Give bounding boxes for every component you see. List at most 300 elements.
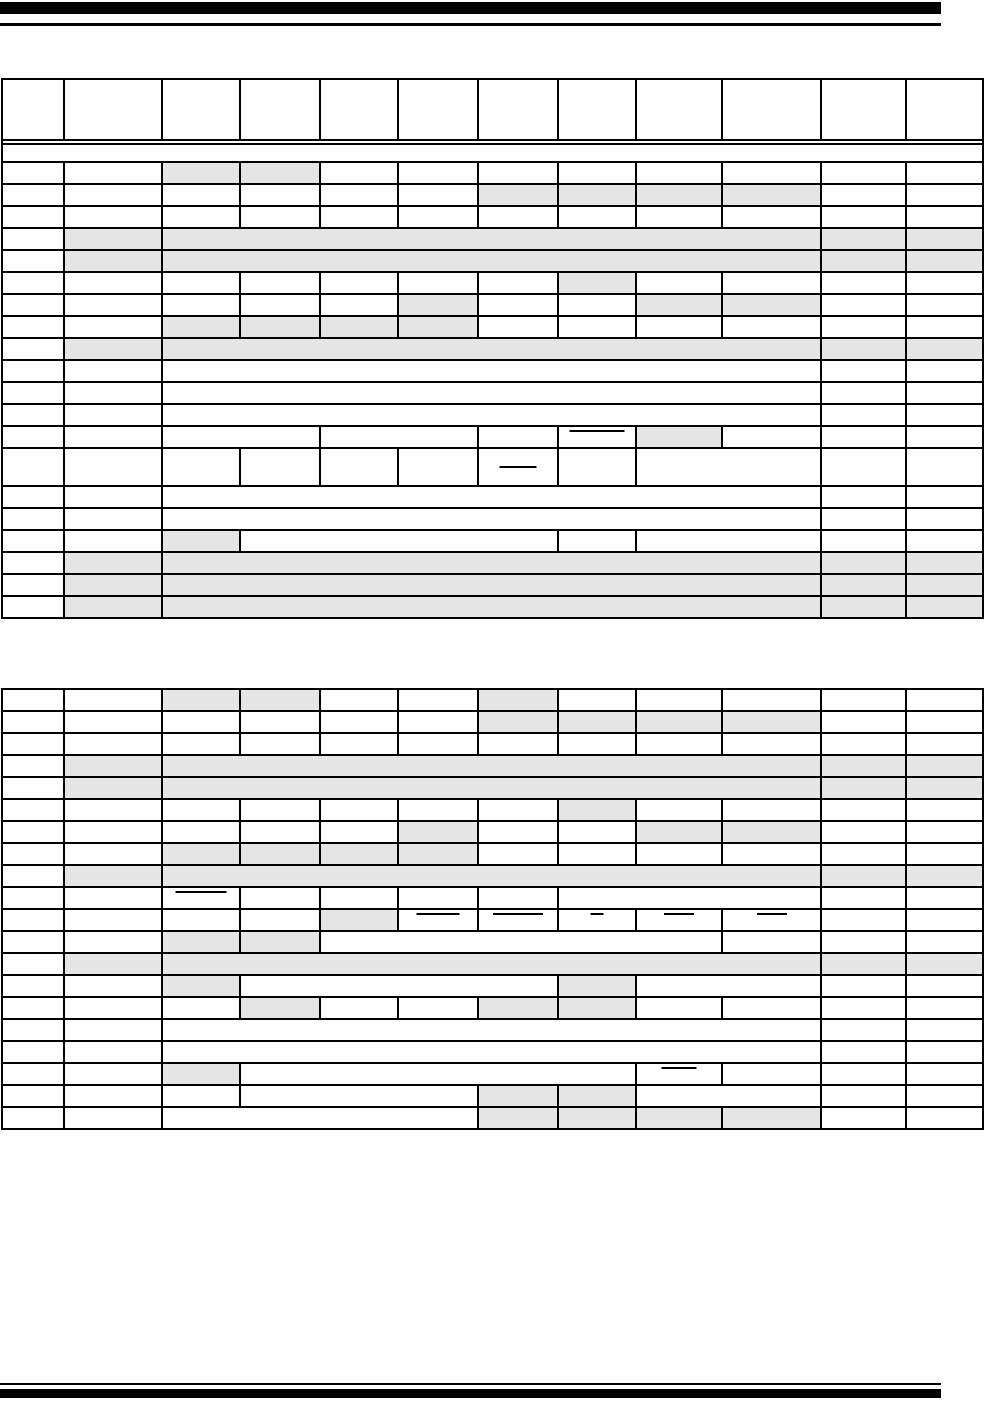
table-cell [722, 316, 821, 338]
shaded-cell [906, 574, 983, 596]
table-cell [821, 1019, 906, 1041]
table-cell [320, 294, 398, 316]
shaded-cell [64, 574, 162, 596]
header-cell [320, 79, 398, 140]
shaded-cell [821, 596, 906, 618]
table-cell [320, 711, 398, 733]
shaded-cell [398, 316, 478, 338]
shaded-cell [162, 250, 821, 272]
table-cell [240, 887, 320, 909]
table-cell [906, 382, 983, 404]
shaded-cell [636, 1107, 722, 1129]
table-row [2, 1085, 983, 1107]
table-cell [398, 184, 478, 206]
table-cell [64, 1107, 162, 1129]
shaded-cell [558, 711, 636, 733]
table-cell [821, 931, 906, 953]
table-cell [821, 975, 906, 997]
table-cell [636, 272, 722, 294]
shaded-cell [821, 250, 906, 272]
table-row [2, 228, 983, 250]
shaded-cell [162, 777, 821, 799]
shaded-cell [478, 1085, 558, 1107]
shaded-cell [636, 821, 722, 843]
table-cell [821, 997, 906, 1019]
shaded-cell [558, 799, 636, 821]
table-cell [722, 733, 821, 755]
table-cell [722, 909, 821, 931]
table-cell [478, 272, 558, 294]
table-row [2, 486, 983, 508]
table-cell [398, 272, 478, 294]
overbar-mark [591, 913, 604, 915]
shaded-cell [478, 1107, 558, 1129]
shaded-cell [162, 865, 821, 887]
table-cell [240, 1085, 478, 1107]
table-cell [906, 843, 983, 865]
table-cell [821, 508, 906, 530]
table-cell [636, 316, 722, 338]
table-cell [64, 997, 162, 1019]
table-cell [2, 799, 64, 821]
table-cell [162, 887, 240, 909]
table-cell [558, 162, 636, 184]
table-cell [906, 448, 983, 486]
table-cell [64, 711, 162, 733]
table-cell [2, 689, 64, 711]
table-cell [162, 733, 240, 755]
table-cell [478, 909, 558, 931]
table-cell [320, 426, 478, 448]
table-cell [64, 1063, 162, 1085]
table-cell [2, 530, 64, 552]
table-row [2, 530, 983, 552]
table-cell [240, 799, 320, 821]
shaded-cell [558, 997, 636, 1019]
shaded-cell [240, 316, 320, 338]
shaded-cell [162, 931, 240, 953]
table-cell [821, 887, 906, 909]
table-row [2, 250, 983, 272]
table-cell [636, 206, 722, 228]
table-cell [722, 426, 821, 448]
shaded-cell [478, 184, 558, 206]
table-cell [162, 711, 240, 733]
table-cell [64, 1041, 162, 1063]
table-cell [821, 162, 906, 184]
table-cell [240, 272, 320, 294]
table-cell [906, 360, 983, 382]
table-cell [906, 975, 983, 997]
overbar-mark [417, 913, 460, 915]
shaded-cell [722, 294, 821, 316]
table-cell [398, 711, 478, 733]
shaded-cell [64, 777, 162, 799]
table-cell [320, 997, 398, 1019]
table-row [2, 206, 983, 228]
shaded-cell [722, 821, 821, 843]
table-cell [240, 909, 320, 931]
shaded-cell [906, 552, 983, 574]
table-cell [558, 316, 636, 338]
table-cell [821, 360, 906, 382]
shaded-cell [722, 1107, 821, 1129]
table-cell [64, 975, 162, 997]
table-cell [821, 316, 906, 338]
shaded-cell [162, 843, 240, 865]
table-row [2, 997, 983, 1019]
table-cell [398, 162, 478, 184]
table-cell [558, 909, 636, 931]
table-cell [558, 294, 636, 316]
header-cell [906, 79, 983, 140]
table-cell [240, 294, 320, 316]
table-cell [821, 843, 906, 865]
table-cell [2, 887, 64, 909]
table-cell [636, 689, 722, 711]
table-cell [320, 821, 398, 843]
table-cell [821, 733, 906, 755]
shaded-cell [162, 953, 821, 975]
table-cell [162, 799, 240, 821]
table-cell [162, 997, 240, 1019]
table-cell [2, 909, 64, 931]
table-cell [906, 1107, 983, 1129]
table-cell [821, 1063, 906, 1085]
table-cell [821, 426, 906, 448]
table-cell [2, 821, 64, 843]
header-cell [398, 79, 478, 140]
shaded-cell [906, 953, 983, 975]
table-cell [906, 689, 983, 711]
header-rule-thick [0, 2, 941, 14]
shaded-cell [636, 711, 722, 733]
register-summary-table-1 [1, 78, 984, 619]
shaded-cell [478, 689, 558, 711]
table-row [2, 821, 983, 843]
table-cell [821, 799, 906, 821]
shaded-cell [162, 574, 821, 596]
table-cell [821, 1085, 906, 1107]
shaded-cell [558, 272, 636, 294]
table-cell [906, 486, 983, 508]
table-cell [636, 909, 722, 931]
table-row [2, 733, 983, 755]
table-cell [906, 931, 983, 953]
table-cell [821, 382, 906, 404]
table-cell [320, 162, 398, 184]
table-cell [906, 530, 983, 552]
table-cell [320, 733, 398, 755]
table-cell [558, 426, 636, 448]
table-cell [722, 162, 821, 184]
shaded-cell [821, 574, 906, 596]
shaded-cell [636, 184, 722, 206]
shaded-cell [240, 997, 320, 1019]
table-cell [558, 206, 636, 228]
table-row [2, 689, 983, 711]
table-cell [2, 931, 64, 953]
dash-mark [500, 466, 537, 468]
table-row [2, 404, 983, 426]
table-cell [2, 1085, 64, 1107]
table-cell [240, 448, 320, 486]
table-row [2, 843, 983, 865]
table-cell [906, 1019, 983, 1041]
header-cell [478, 79, 558, 140]
table-cell [162, 1107, 478, 1129]
table-cell [906, 1085, 983, 1107]
table-cell [636, 448, 821, 486]
table-cell [320, 799, 398, 821]
footer-rule-thick [0, 1389, 941, 1398]
overbar-mark [176, 891, 227, 893]
table-cell [64, 689, 162, 711]
table-cell [2, 508, 64, 530]
table-row [2, 338, 983, 360]
table-cell [320, 448, 398, 486]
table-cell [906, 887, 983, 909]
table-cell [636, 162, 722, 184]
table-cell [2, 1019, 64, 1041]
table-cell [398, 909, 478, 931]
table-cell [2, 184, 64, 206]
table-cell [906, 997, 983, 1019]
table-cell [64, 931, 162, 953]
header-cell [64, 79, 162, 140]
table-cell [2, 975, 64, 997]
shaded-cell [821, 953, 906, 975]
table-cell [2, 953, 64, 975]
shaded-cell [558, 184, 636, 206]
shaded-cell [906, 250, 983, 272]
shaded-cell [398, 294, 478, 316]
table-cell [240, 206, 320, 228]
table-row [2, 755, 983, 777]
table-cell [906, 1041, 983, 1063]
table-cell [722, 843, 821, 865]
table-cell [478, 294, 558, 316]
shaded-cell [162, 689, 240, 711]
table-cell [906, 162, 983, 184]
table-cell [2, 206, 64, 228]
shaded-cell [320, 909, 398, 931]
shaded-cell [162, 975, 240, 997]
table-cell [478, 426, 558, 448]
table-row [2, 272, 983, 294]
table-row [2, 162, 983, 184]
table-row [2, 711, 983, 733]
header-cell [240, 79, 320, 140]
table-cell [478, 733, 558, 755]
table-cell [162, 1085, 240, 1107]
table-cell [636, 530, 821, 552]
table-row [2, 799, 983, 821]
table-cell [162, 382, 821, 404]
table-cell [636, 975, 821, 997]
table-cell [2, 1063, 64, 1085]
table-cell [821, 711, 906, 733]
table-cell [64, 1019, 162, 1041]
table-cell [2, 294, 64, 316]
table-cell [906, 909, 983, 931]
table-cell [2, 596, 64, 618]
table-cell [162, 206, 240, 228]
table-cell [2, 997, 64, 1019]
table-row [2, 382, 983, 404]
table-cell [2, 272, 64, 294]
shaded-cell [162, 228, 821, 250]
table-cell [162, 508, 821, 530]
shaded-cell [64, 953, 162, 975]
table-cell [64, 799, 162, 821]
table-cell [64, 316, 162, 338]
shaded-cell [320, 843, 398, 865]
overbar-mark [757, 913, 787, 915]
shaded-cell [821, 865, 906, 887]
shaded-cell [821, 552, 906, 574]
table-row [2, 931, 983, 953]
shaded-cell [821, 228, 906, 250]
shaded-cell [162, 552, 821, 574]
shaded-cell [821, 338, 906, 360]
table-cell [478, 162, 558, 184]
table-row [2, 574, 983, 596]
table-cell [2, 865, 64, 887]
table-cell [162, 909, 240, 931]
table-cell [240, 821, 320, 843]
shaded-cell [722, 184, 821, 206]
table-cell [2, 360, 64, 382]
table-cell [398, 733, 478, 755]
shaded-cell [320, 316, 398, 338]
table-cell [2, 426, 64, 448]
register-summary-table-2 [1, 688, 984, 1130]
table-cell [398, 799, 478, 821]
table-cell [558, 821, 636, 843]
table-cell [162, 404, 821, 426]
table-cell [821, 272, 906, 294]
table-cell [558, 530, 636, 552]
table-cell [821, 1107, 906, 1129]
table-cell [162, 294, 240, 316]
table-cell [478, 206, 558, 228]
table-cell [478, 887, 558, 909]
table-cell [2, 338, 64, 360]
table-cell [64, 294, 162, 316]
table-cell [2, 843, 64, 865]
shaded-cell [478, 997, 558, 1019]
table-cell [64, 843, 162, 865]
table-cell [906, 821, 983, 843]
table-cell [162, 1041, 821, 1063]
table-cell [636, 733, 722, 755]
table-cell [821, 184, 906, 206]
shaded-cell [240, 689, 320, 711]
table-cell [906, 272, 983, 294]
header-cell [821, 79, 906, 140]
table-cell [2, 162, 64, 184]
shaded-cell [64, 338, 162, 360]
table-cell [722, 272, 821, 294]
table-cell [64, 404, 162, 426]
table-row [2, 294, 983, 316]
table-cell [162, 360, 821, 382]
table-cell [320, 931, 722, 953]
table-cell [64, 272, 162, 294]
table-row [2, 184, 983, 206]
table-cell [64, 360, 162, 382]
shaded-cell [64, 228, 162, 250]
table-row [2, 975, 983, 997]
table-cell [320, 272, 398, 294]
table-cell [478, 821, 558, 843]
table-cell [478, 448, 558, 486]
header-rule-thin [0, 23, 941, 26]
table-cell [906, 316, 983, 338]
table-cell [906, 799, 983, 821]
table-cell [2, 250, 64, 272]
table-row [2, 909, 983, 931]
table-cell [162, 486, 821, 508]
shaded-cell [636, 294, 722, 316]
table-cell [2, 733, 64, 755]
shaded-cell [240, 162, 320, 184]
overbar-mark [662, 1067, 697, 1069]
table-cell [2, 486, 64, 508]
table-cell [821, 206, 906, 228]
table-cell [398, 206, 478, 228]
table-cell [240, 184, 320, 206]
shaded-cell [162, 1063, 240, 1085]
table-cell [722, 931, 821, 953]
table-cell [2, 574, 64, 596]
table-cell [722, 997, 821, 1019]
table-cell [64, 162, 162, 184]
table-cell [821, 530, 906, 552]
table-row [2, 777, 983, 799]
overbar-mark [570, 430, 625, 432]
shaded-cell [906, 228, 983, 250]
table-cell [2, 552, 64, 574]
table-cell [162, 821, 240, 843]
table-cell [478, 799, 558, 821]
table-row [2, 1107, 983, 1129]
table-cell [320, 689, 398, 711]
table-cell [821, 909, 906, 931]
header-cell [162, 79, 240, 140]
table-row [2, 596, 983, 618]
shaded-cell [64, 250, 162, 272]
shaded-cell [906, 777, 983, 799]
table-cell [2, 755, 64, 777]
table-cell [2, 1107, 64, 1129]
table-row [2, 316, 983, 338]
table-cell [240, 975, 558, 997]
table-cell [821, 448, 906, 486]
table-cell [64, 184, 162, 206]
table-cell [162, 272, 240, 294]
shaded-cell [162, 162, 240, 184]
shaded-cell [162, 338, 821, 360]
table-row [2, 1063, 983, 1085]
table-cell [2, 448, 64, 486]
table-cell [64, 1085, 162, 1107]
section-band-cell [2, 144, 983, 162]
table-cell [162, 1019, 821, 1041]
table-cell [2, 777, 64, 799]
shaded-cell [162, 316, 240, 338]
